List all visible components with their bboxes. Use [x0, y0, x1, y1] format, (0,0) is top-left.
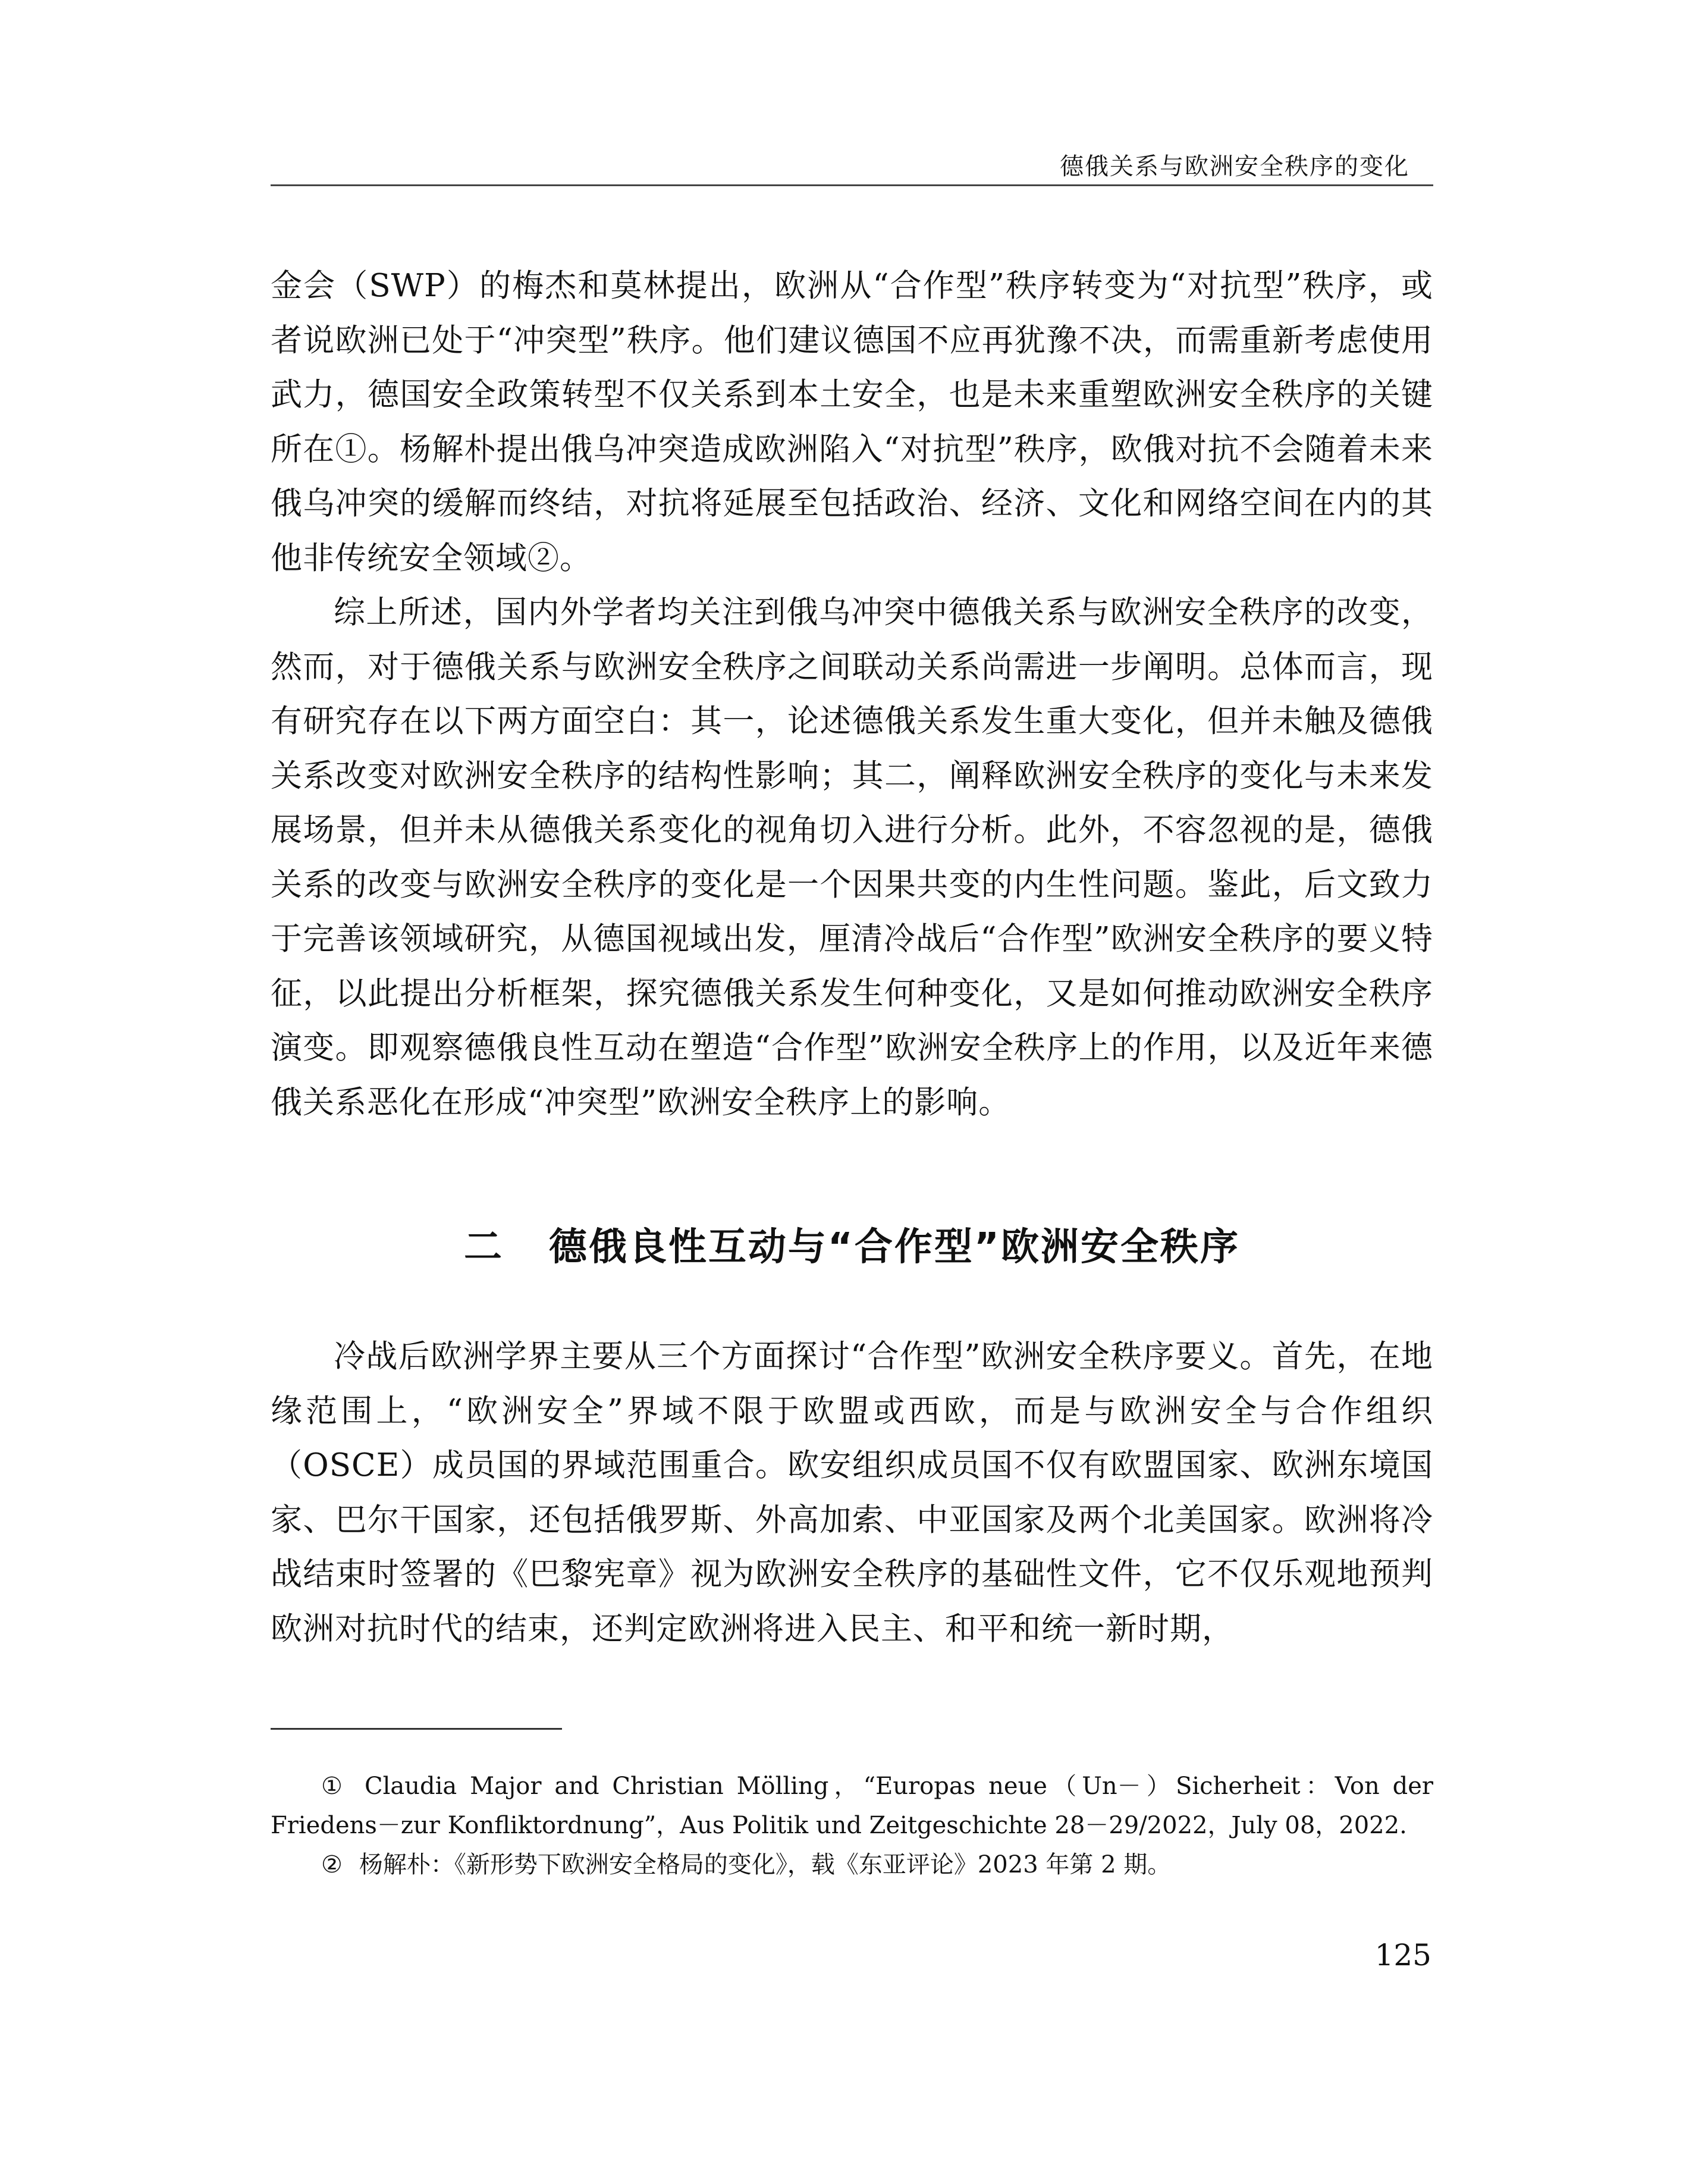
page-number: 125 — [1374, 1938, 1431, 1972]
body-section-2 — [271, 1329, 1433, 1656]
footnote-text: 杨解朴：《新形势下欧洲安全格局的变化》，载《东亚评论》2023 年第 2 期。 — [359, 1851, 1172, 1878]
footnote-1 — [271, 1767, 1433, 1845]
running-header — [271, 143, 1433, 186]
footnote-marker: ① — [321, 1773, 348, 1800]
paragraph-continued: 金会（SWP）的梅杰和莫林提出，欧洲从“合作型”秩序转变为“对抗型”秩序，或者说欧洲已处于“冲突型”秩序。他们建议德国不应再犹豫不决，而需重新考虑使用武力，德国安全政策转型不仅关系到本土安全，也是未来重塑欧洲安全秩序的关键所在①。杨解朴提出俄乌冲突造成欧洲陷入“对抗型”秩序，欧俄对抗不会随着未来俄乌冲突的缓解而终结，对抗将延展至包括政治、经济、文化和网络空间在内的其他非传统安全领域②。 — [271, 268, 1433, 576]
footnote-marker: ② — [321, 1851, 343, 1878]
paragraph-section-intro: 冷战后欧洲学界主要从三个方面探讨“合作型”欧洲安全秩序要义。首先，在地缘范围上，“欧洲安全”界域不限于欧盟或西欧，而是与欧洲安全与合作组织（OSCE）成员国的界域范围重合。欧安组织成员国不仅有欧盟国家、欧洲东境国家、巴尔干国家，还包括俄罗斯、外高加索、中亚国家及两个北美国家。欧洲将冷战结束时签署的《巴黎宪章》视为欧洲安全秩序的基础性文件，它不仅乐观地预判欧洲对抗时代的结束，还判定欧洲将进入民主、和平和统一新时期， — [271, 1338, 1433, 1647]
footnote-text: Claudia Major and Christian Mölling，“Europas neue（Un－）Sicherheit：Von der Friedens－zur Konfliktordnung”，Aus Politik und Zeitgeschichte 28－29/2022，July 08，2022. — [271, 1773, 1433, 1839]
running-title: 德俄关系与欧洲安全秩序的变化 — [1060, 153, 1409, 180]
body-section-1 — [271, 259, 1433, 1130]
footnote-2 — [271, 1845, 1433, 1884]
paragraph-summary: 综上所述，国内外学者均关注到俄乌冲突中德俄关系与欧洲安全秩序的改变，然而，对于德俄关系与欧洲安全秩序之间联动关系尚需进一步阐明。总体而言，现有研究存在以下两方面空白：其一，论述德俄关系发生重大变化，但并未触及德俄关系改变对欧洲安全秩序的结构性影响；其二，阐释欧洲安全秩序的变化与未来发展场景，但并未从德俄关系变化的视角切入进行分析。此外，不容忽视的是，德俄关系的改变与欧洲安全秩序的变化是一个因果共变的内生性问题。鉴此，后文致力于完善该领域研究，从德国视域出发，厘清冷战后“合作型”欧洲安全秩序的要义特征，以此提出分析框架，探究德俄关系发生何种变化，又是如何推动欧洲安全秩序演变。即观察德俄良性互动在塑造“合作型”欧洲安全秩序上的作用，以及近年来德俄关系恶化在形成“冲突型”欧洲安全秩序上的影响。 — [271, 594, 1433, 1121]
section-heading: 二 德俄良性互动与“合作型”欧洲安全秩序 — [464, 1225, 1240, 1269]
footnotes — [271, 1767, 1433, 1884]
footnote-divider — [271, 1728, 562, 1730]
